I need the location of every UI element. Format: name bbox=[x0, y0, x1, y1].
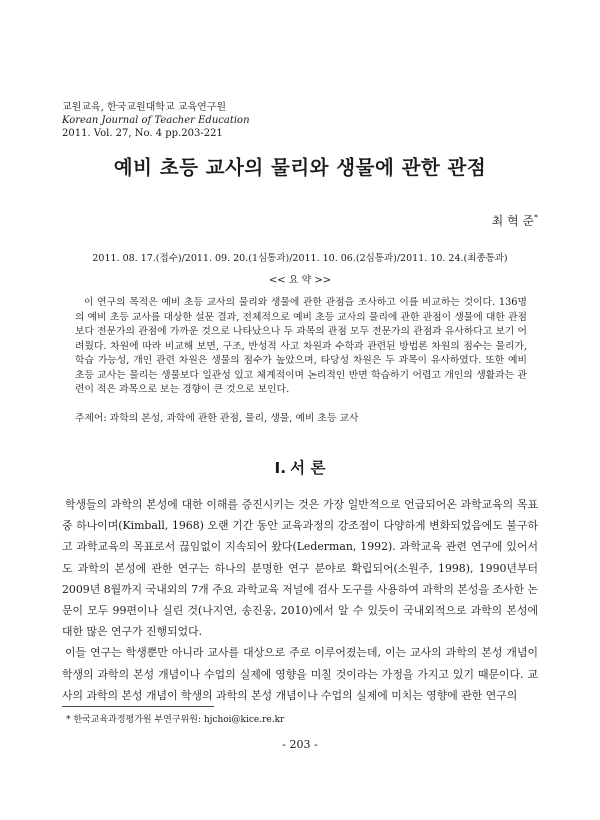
section-number: Ⅰ. bbox=[274, 459, 287, 477]
journal-header bbox=[62, 101, 250, 140]
page-number: - 203 - bbox=[282, 738, 318, 751]
body-paragraph-1: 학생들의 과학의 본성에 대한 이해를 증진시키는 것은 가장 일반적으로 언급되어온 과학교육의 목표 중 하나이며(Kimball, 1968) 오랜 기간 동안 교육과정의 강조점이 다양하게 변화되었음에도 불구하고 과학교육의 목표로서 끊임없이 지속되어 왔다(Lederman, 1992). 과학교육 관련 연구에 있어서도 과학의 본성에 관한 연구는 하나의 분명한 연구 분야로 확립되어(소원주, 1998), 1990년부터 2009년 8월까지 국내외의 7개 주요 과학교육 저널에 검사 도구를 사용하여 과학의 본성을 조사한 논문이 모두 99편이나 실린 것(나지연, 송진웅, 2010)에서 알 수 있듯이 국내외적으로 과학의 본성에 대한 많은 연구가 진행되었다. bbox=[62, 498, 538, 639]
footnote: * 한국교육과정평가원 부연구위원: hjchoi@kice.re.kr bbox=[66, 715, 285, 725]
author bbox=[492, 212, 538, 229]
author-footnote-mark: * bbox=[534, 213, 538, 222]
journal-name: 교원교육, 한국교원대학교 교육연구원 bbox=[62, 102, 227, 113]
abstract-text: 이 연구의 목적은 예비 초등 교사의 물리와 생물에 관한 관점을 조사하고 이를 비교하는 것이다. 136명의 예비 초등 교사를 대상한 설문 결과, 전체적으로 예비 초등 교사의 물리에 관한 관점이 생물에 대한 관점보다 전문가의 관점에 가까운 것으로 나타났으나 두 과목의 관점 모두 전문가의 관점과 유사하다고 보기 어려웠다. 차원에 따라 비교해 보면, 구조, 반성적 사고 차원과 수학과 관련된 방법론 차원의 점수는 물리가, 학습 가능성, 개인 관련 차원은 생물의 점수가 높았으며, 타당성 차원은 두 과목이 유사하였다. 또한 예비 초등 교사는 물리는 생물보다 일관성 있고 체계적이며 논리적인 반면 학습하기 어렵고 개인의 생활과는 관련이 적은 과목으로 보는 경향이 큰 것으로 보인다. bbox=[75, 297, 527, 395]
footnote-divider bbox=[62, 706, 214, 707]
paper-title: 예비 초등 교사의 물리와 생물에 관한 관점 bbox=[113, 156, 487, 179]
keywords: 주제어: 과학의 본성, 과학에 관한 관점, 물리, 생물, 예비 초등 교사 bbox=[75, 413, 359, 424]
journal-english-name: Korean Journal of Teacher Education bbox=[62, 115, 250, 126]
section-heading bbox=[0, 456, 600, 478]
abstract-label: << 요 약 >> bbox=[268, 275, 332, 286]
review-dates: 2011. 08. 17.(접수)/2011. 09. 20.(1심통과)/2011. 10. 06.(2심통과)/2011. 10. 24.(최종통과) bbox=[92, 253, 508, 264]
body-paragraph-2: 이들 연구는 학생뿐만 아니라 교사를 대상으로 주로 이루어졌는데, 이는 교사의 과학의 본성 개념이 학생의 과학의 본성 개념이나 수업의 실제에 영향을 미칠 것이라는 가정을 가지고 있기 때문이다. 교사의 과학의 본성 개념이 학생의 과학의 본성 개념이나 수업의 실제에 미치는 영향에 관한 연구의 bbox=[62, 646, 538, 702]
body-text bbox=[62, 494, 538, 706]
journal-volume: 2011. Vol. 27, No. 4 pp.203-221 bbox=[62, 128, 223, 139]
section-title: 서 론 bbox=[290, 459, 326, 477]
author-name: 최 혁 준 bbox=[491, 214, 534, 228]
